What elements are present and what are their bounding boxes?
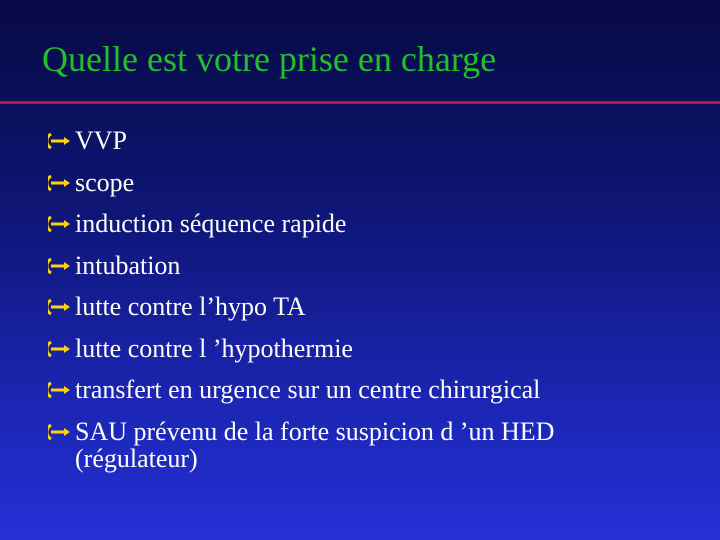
bullet-item [48, 203, 708, 245]
bullet-item [48, 120, 708, 162]
curved-arrow-icon [48, 380, 72, 400]
curved-arrow-icon [48, 173, 72, 193]
title-divider [0, 101, 720, 104]
bullet-item [48, 411, 708, 475]
curved-arrow-icon [48, 422, 72, 442]
bullet-item [48, 369, 708, 411]
bullet-text: intubation [75, 250, 181, 280]
bullet-item [48, 328, 708, 370]
bullet-item [48, 245, 708, 287]
bullet-text: induction séquence rapide [75, 209, 347, 238]
bullet-text: scope [75, 167, 135, 197]
bullet-item [48, 162, 708, 204]
curved-arrow-icon [48, 214, 72, 234]
curved-arrow-icon [48, 339, 72, 359]
curved-arrow-icon [48, 297, 72, 317]
slide-title: Quelle est votre prise en charge [42, 39, 497, 79]
curved-arrow-icon [48, 256, 72, 276]
bullet-text: transfert en urgence sur un centre chirurgical [75, 375, 541, 404]
bullet-text: lutte contre l’hypo TA [75, 292, 306, 321]
bullet-text: lutte contre l ’hypothermie [75, 333, 353, 363]
bullet-text: VVP [75, 126, 128, 155]
bullet-text: SAU prévenu de la forte suspicion d ’un HED [75, 416, 555, 446]
bullet-text-continuation: (régulateur) [75, 444, 198, 473]
bullet-list [48, 120, 708, 474]
curved-arrow-icon [48, 131, 72, 151]
bullet-item [48, 286, 708, 328]
